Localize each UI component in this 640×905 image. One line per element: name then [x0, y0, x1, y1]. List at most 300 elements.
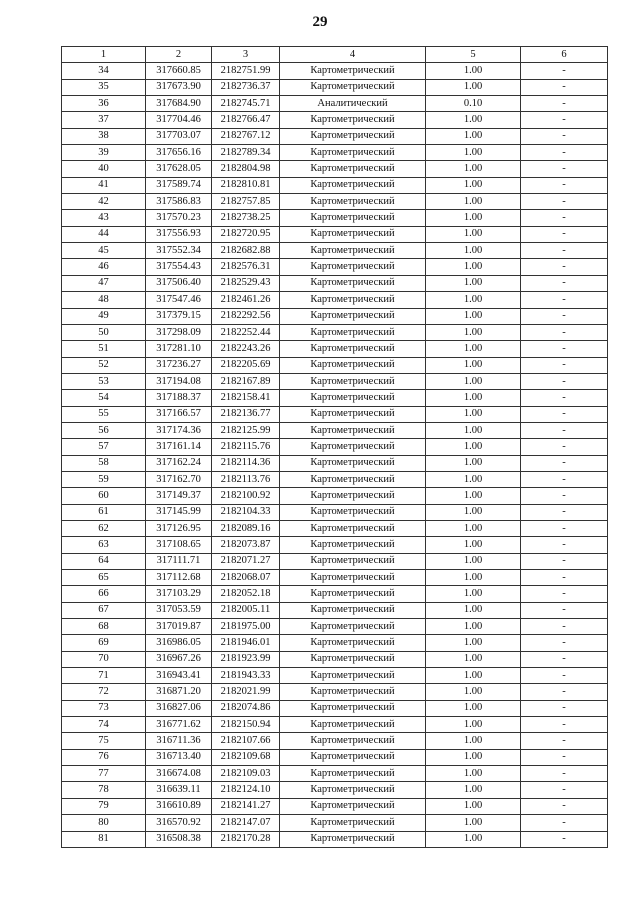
table-cell: 2182738.25 [212, 210, 280, 226]
table-row [62, 96, 608, 112]
table-cell: 1.00 [426, 668, 521, 684]
table-cell: 2182292.56 [212, 308, 280, 324]
table-cell: - [521, 406, 608, 422]
table-cell: 46 [62, 259, 146, 275]
table-row [62, 684, 608, 700]
table-cell: 1.00 [426, 373, 521, 389]
table-cell: 2182073.87 [212, 537, 280, 553]
table-cell: 316639.11 [146, 782, 212, 798]
table-cell: 317019.87 [146, 619, 212, 635]
table-cell: 58 [62, 455, 146, 471]
table-cell: 2182114.36 [212, 455, 280, 471]
table-cell: Картометрический [280, 292, 426, 308]
table-cell: - [521, 439, 608, 455]
table-cell: - [521, 161, 608, 177]
table-cell: Картометрический [280, 782, 426, 798]
table-cell: 2182767.12 [212, 128, 280, 144]
table-cell: - [521, 308, 608, 324]
table-cell: Картометрический [280, 259, 426, 275]
table-cell: Картометрический [280, 439, 426, 455]
table-cell: 62 [62, 520, 146, 536]
table-cell: - [521, 815, 608, 831]
table-cell: - [521, 520, 608, 536]
table-cell: Картометрический [280, 733, 426, 749]
table-cell: 317111.71 [146, 553, 212, 569]
table-cell: 1.00 [426, 831, 521, 847]
table-cell: Картометрический [280, 700, 426, 716]
table-row [62, 308, 608, 324]
table-row [62, 194, 608, 210]
table-cell: 317570.23 [146, 210, 212, 226]
table-cell: 1.00 [426, 324, 521, 340]
table-row [62, 619, 608, 635]
table-cell: 317108.65 [146, 537, 212, 553]
table-cell: - [521, 537, 608, 553]
table-cell: Картометрический [280, 161, 426, 177]
table-cell: 1.00 [426, 586, 521, 602]
table-cell: 2182766.47 [212, 112, 280, 128]
table-cell: 317703.07 [146, 128, 212, 144]
table-row [62, 651, 608, 667]
table-row [62, 226, 608, 242]
table-cell: - [521, 275, 608, 291]
table-row [62, 390, 608, 406]
table-row [62, 815, 608, 831]
column-header: 2 [146, 47, 212, 63]
table-cell: 68 [62, 619, 146, 635]
table-cell: 41 [62, 177, 146, 193]
table-row [62, 537, 608, 553]
table-cell: Картометрический [280, 63, 426, 79]
table-cell: - [521, 390, 608, 406]
table-cell: 1.00 [426, 79, 521, 95]
table-cell: - [521, 373, 608, 389]
table-cell: - [521, 210, 608, 226]
table-cell: 317684.90 [146, 96, 212, 112]
table-cell: 1.00 [426, 782, 521, 798]
table-cell: Аналитический [280, 96, 426, 112]
table-cell: 316871.20 [146, 684, 212, 700]
table-cell: - [521, 619, 608, 635]
table-cell: Картометрический [280, 553, 426, 569]
table-cell: - [521, 96, 608, 112]
table-cell: 317161.14 [146, 439, 212, 455]
table-cell: 80 [62, 815, 146, 831]
table-cell: 317673.90 [146, 79, 212, 95]
table-cell: 316713.40 [146, 749, 212, 765]
table-cell: 2182736.37 [212, 79, 280, 95]
table-cell: Картометрический [280, 668, 426, 684]
table-row [62, 471, 608, 487]
table-cell: 72 [62, 684, 146, 700]
table-cell: 2182104.33 [212, 504, 280, 520]
table-cell: 0.10 [426, 96, 521, 112]
table-cell: Картометрический [280, 128, 426, 144]
table-cell: 1.00 [426, 390, 521, 406]
table-cell: 2182125.99 [212, 422, 280, 438]
table-cell: 42 [62, 194, 146, 210]
table-cell: - [521, 668, 608, 684]
table-cell: 51 [62, 341, 146, 357]
table-cell: Картометрический [280, 749, 426, 765]
table-cell: 317162.70 [146, 471, 212, 487]
table-cell: 2182167.89 [212, 373, 280, 389]
table-cell: 40 [62, 161, 146, 177]
table-cell: - [521, 422, 608, 438]
table-cell: 77 [62, 766, 146, 782]
table-cell: 1.00 [426, 357, 521, 373]
table-cell: Картометрический [280, 586, 426, 602]
table-cell: Картометрический [280, 145, 426, 161]
table-cell: 1.00 [426, 471, 521, 487]
table-cell: - [521, 63, 608, 79]
table-cell: 317589.74 [146, 177, 212, 193]
table-cell: - [521, 717, 608, 733]
table-cell: Картометрический [280, 390, 426, 406]
table-cell: 71 [62, 668, 146, 684]
table-cell: - [521, 586, 608, 602]
table-cell: Картометрический [280, 504, 426, 520]
table-cell: 59 [62, 471, 146, 487]
table-cell: 317126.95 [146, 520, 212, 536]
table-cell: 2182052.18 [212, 586, 280, 602]
table-cell: 316943.41 [146, 668, 212, 684]
table-cell: 53 [62, 373, 146, 389]
table-cell: 317656.16 [146, 145, 212, 161]
table-cell: 1.00 [426, 717, 521, 733]
table-cell: 316771.62 [146, 717, 212, 733]
table-cell: 48 [62, 292, 146, 308]
table-cell: - [521, 471, 608, 487]
column-header: 6 [521, 47, 608, 63]
table-cell: - [521, 700, 608, 716]
table-row [62, 749, 608, 765]
table-cell: 2182529.43 [212, 275, 280, 291]
table-row [62, 422, 608, 438]
table-cell: 316967.26 [146, 651, 212, 667]
table-cell: Картометрический [280, 324, 426, 340]
table-cell: 1.00 [426, 651, 521, 667]
table-cell: 76 [62, 749, 146, 765]
table-cell: 2182150.94 [212, 717, 280, 733]
table-cell: 1.00 [426, 292, 521, 308]
table-cell: - [521, 553, 608, 569]
table-row [62, 455, 608, 471]
table-row [62, 406, 608, 422]
table-cell: 61 [62, 504, 146, 520]
table-cell: 317704.46 [146, 112, 212, 128]
table-cell: 2182461.26 [212, 292, 280, 308]
table-cell: 60 [62, 488, 146, 504]
table-row [62, 700, 608, 716]
table-cell: 316610.89 [146, 798, 212, 814]
table-cell: Картометрический [280, 79, 426, 95]
table-cell: 317194.08 [146, 373, 212, 389]
table-cell: 1.00 [426, 537, 521, 553]
table-cell: 1.00 [426, 684, 521, 700]
table-cell: - [521, 749, 608, 765]
page-number: 29 [312, 14, 328, 30]
column-header: 1 [62, 47, 146, 63]
table-row [62, 259, 608, 275]
table-cell: - [521, 570, 608, 586]
table-cell: 73 [62, 700, 146, 716]
table-cell: - [521, 292, 608, 308]
column-header: 4 [280, 47, 426, 63]
table-row [62, 553, 608, 569]
table-row [62, 717, 608, 733]
table-row [62, 324, 608, 340]
table-cell: 317162.24 [146, 455, 212, 471]
table-cell: 317236.27 [146, 357, 212, 373]
table-cell: 316711.36 [146, 733, 212, 749]
table-cell: 1.00 [426, 520, 521, 536]
table-cell: 2182751.99 [212, 63, 280, 79]
table-cell: Картометрический [280, 194, 426, 210]
table-cell: 1.00 [426, 570, 521, 586]
table-cell: 2181923.99 [212, 651, 280, 667]
table-row [62, 341, 608, 357]
table-row [62, 782, 608, 798]
table-cell: Картометрический [280, 602, 426, 618]
table-cell: 45 [62, 243, 146, 259]
table-cell: - [521, 341, 608, 357]
table-cell: 70 [62, 651, 146, 667]
table-row [62, 275, 608, 291]
table-cell: 2182745.71 [212, 96, 280, 112]
table-cell: - [521, 504, 608, 520]
table-cell: 317506.40 [146, 275, 212, 291]
table-cell: 316827.06 [146, 700, 212, 716]
table-cell: 66 [62, 586, 146, 602]
table-cell: 1.00 [426, 488, 521, 504]
table-cell: 2181943.33 [212, 668, 280, 684]
table-cell: - [521, 766, 608, 782]
table-cell: - [521, 243, 608, 259]
table-cell: 317103.29 [146, 586, 212, 602]
table-cell: 2181946.01 [212, 635, 280, 651]
table-cell: 2182147.07 [212, 815, 280, 831]
header-row [62, 47, 608, 63]
table-cell: 1.00 [426, 226, 521, 242]
table-cell: Картометрический [280, 308, 426, 324]
table-cell: 2182141.27 [212, 798, 280, 814]
table-row [62, 161, 608, 177]
table-cell: 2182089.16 [212, 520, 280, 536]
table-cell: 2182170.28 [212, 831, 280, 847]
table-cell: 317149.37 [146, 488, 212, 504]
table-cell: 317556.93 [146, 226, 212, 242]
table-cell: 316570.92 [146, 815, 212, 831]
table-cell: 69 [62, 635, 146, 651]
table-row [62, 79, 608, 95]
table-cell: Картометрический [280, 684, 426, 700]
table-cell: 317547.46 [146, 292, 212, 308]
table-cell: 2182124.10 [212, 782, 280, 798]
column-header: 3 [212, 47, 280, 63]
table-cell: 1.00 [426, 128, 521, 144]
table-cell: 2182005.11 [212, 602, 280, 618]
table-cell: 39 [62, 145, 146, 161]
table-cell: 2182158.41 [212, 390, 280, 406]
table-cell: 1.00 [426, 177, 521, 193]
table-cell: 2182252.44 [212, 324, 280, 340]
table-cell: 2182071.27 [212, 553, 280, 569]
table-cell: 1.00 [426, 112, 521, 128]
table-cell: - [521, 798, 608, 814]
table-cell: 2182810.81 [212, 177, 280, 193]
table-row [62, 357, 608, 373]
table-cell: 2182205.69 [212, 357, 280, 373]
table-header [62, 47, 608, 63]
table-cell: Картометрический [280, 537, 426, 553]
table-cell: - [521, 194, 608, 210]
table-cell: 2182804.98 [212, 161, 280, 177]
table-cell: 2182100.92 [212, 488, 280, 504]
table-cell: 2182789.34 [212, 145, 280, 161]
table-cell: 56 [62, 422, 146, 438]
table-cell: 2182115.76 [212, 439, 280, 455]
table-row [62, 570, 608, 586]
table-cell: - [521, 488, 608, 504]
table-cell: 78 [62, 782, 146, 798]
table-cell: 1.00 [426, 553, 521, 569]
table-cell: 2182682.88 [212, 243, 280, 259]
table-cell: - [521, 782, 608, 798]
table-cell: 2181975.00 [212, 619, 280, 635]
table-cell: 317188.37 [146, 390, 212, 406]
table-cell: 317298.09 [146, 324, 212, 340]
table-cell: Картометрический [280, 357, 426, 373]
table-cell: 1.00 [426, 341, 521, 357]
table-row [62, 145, 608, 161]
table-cell: 75 [62, 733, 146, 749]
table-cell: 52 [62, 357, 146, 373]
table-cell: - [521, 177, 608, 193]
table-cell: Картометрический [280, 243, 426, 259]
table-cell: Картометрический [280, 717, 426, 733]
table-cell: 2182074.86 [212, 700, 280, 716]
table-row [62, 635, 608, 651]
table-cell: Картометрический [280, 635, 426, 651]
table-cell: 74 [62, 717, 146, 733]
table-cell: Картометрический [280, 798, 426, 814]
table-cell: 317660.85 [146, 63, 212, 79]
table-cell: 67 [62, 602, 146, 618]
table-row [62, 798, 608, 814]
table-cell: 50 [62, 324, 146, 340]
table-cell: Картометрический [280, 275, 426, 291]
table-cell: Картометрический [280, 177, 426, 193]
table-cell: 316508.38 [146, 831, 212, 847]
table-cell: Картометрический [280, 488, 426, 504]
table-cell: Картометрический [280, 455, 426, 471]
table-cell: 317112.68 [146, 570, 212, 586]
table-cell: 1.00 [426, 210, 521, 226]
table-cell: 79 [62, 798, 146, 814]
table-cell: Картометрический [280, 112, 426, 128]
table-cell: 1.00 [426, 145, 521, 161]
table-cell: 2182243.26 [212, 341, 280, 357]
table-cell: 2182136.77 [212, 406, 280, 422]
table-cell: - [521, 651, 608, 667]
table-cell: 317281.10 [146, 341, 212, 357]
table-cell: 317053.59 [146, 602, 212, 618]
table-cell: 1.00 [426, 422, 521, 438]
table-cell: Картометрический [280, 815, 426, 831]
table-cell: Картометрический [280, 619, 426, 635]
table-row [62, 243, 608, 259]
table-cell: 63 [62, 537, 146, 553]
table-row [62, 210, 608, 226]
table-cell: 43 [62, 210, 146, 226]
table-cell: 1.00 [426, 733, 521, 749]
table-cell: 1.00 [426, 798, 521, 814]
table-cell: 2182720.95 [212, 226, 280, 242]
table-row [62, 63, 608, 79]
table-cell: 317628.05 [146, 161, 212, 177]
table-row [62, 586, 608, 602]
table-cell: - [521, 226, 608, 242]
table-cell: - [521, 455, 608, 471]
table-cell: 1.00 [426, 455, 521, 471]
table-cell: 35 [62, 79, 146, 95]
table-cell: 317379.15 [146, 308, 212, 324]
table-cell: 1.00 [426, 243, 521, 259]
table-cell: 2182068.07 [212, 570, 280, 586]
table-cell: Картометрический [280, 766, 426, 782]
table-row [62, 733, 608, 749]
table-cell: Картометрический [280, 373, 426, 389]
table-cell: - [521, 128, 608, 144]
table-cell: 1.00 [426, 766, 521, 782]
table-cell: 317174.36 [146, 422, 212, 438]
table-row [62, 177, 608, 193]
table-cell: - [521, 357, 608, 373]
table-cell: Картометрический [280, 570, 426, 586]
table-cell: Картометрический [280, 471, 426, 487]
table-row [62, 373, 608, 389]
table-cell: 47 [62, 275, 146, 291]
table-cell: 1.00 [426, 602, 521, 618]
table-cell: - [521, 602, 608, 618]
table-cell: 1.00 [426, 815, 521, 831]
table-row [62, 488, 608, 504]
table-cell: 1.00 [426, 194, 521, 210]
table-cell: Картометрический [280, 406, 426, 422]
table-cell: Картометрический [280, 651, 426, 667]
table-cell: 317586.83 [146, 194, 212, 210]
table-cell: 34 [62, 63, 146, 79]
table-cell: - [521, 635, 608, 651]
table-cell: 2182757.85 [212, 194, 280, 210]
table-cell: 1.00 [426, 275, 521, 291]
table-cell: 1.00 [426, 63, 521, 79]
table-cell: 2182107.66 [212, 733, 280, 749]
table-row [62, 439, 608, 455]
table-cell: 1.00 [426, 308, 521, 324]
table-cell: 316986.05 [146, 635, 212, 651]
table-cell: 2182109.03 [212, 766, 280, 782]
table-cell: Картометрический [280, 226, 426, 242]
table-cell: Картометрический [280, 422, 426, 438]
table-cell: 38 [62, 128, 146, 144]
table-cell: 65 [62, 570, 146, 586]
table-cell: - [521, 684, 608, 700]
table-row [62, 504, 608, 520]
table-cell: 1.00 [426, 161, 521, 177]
coordinates-table [61, 46, 608, 848]
